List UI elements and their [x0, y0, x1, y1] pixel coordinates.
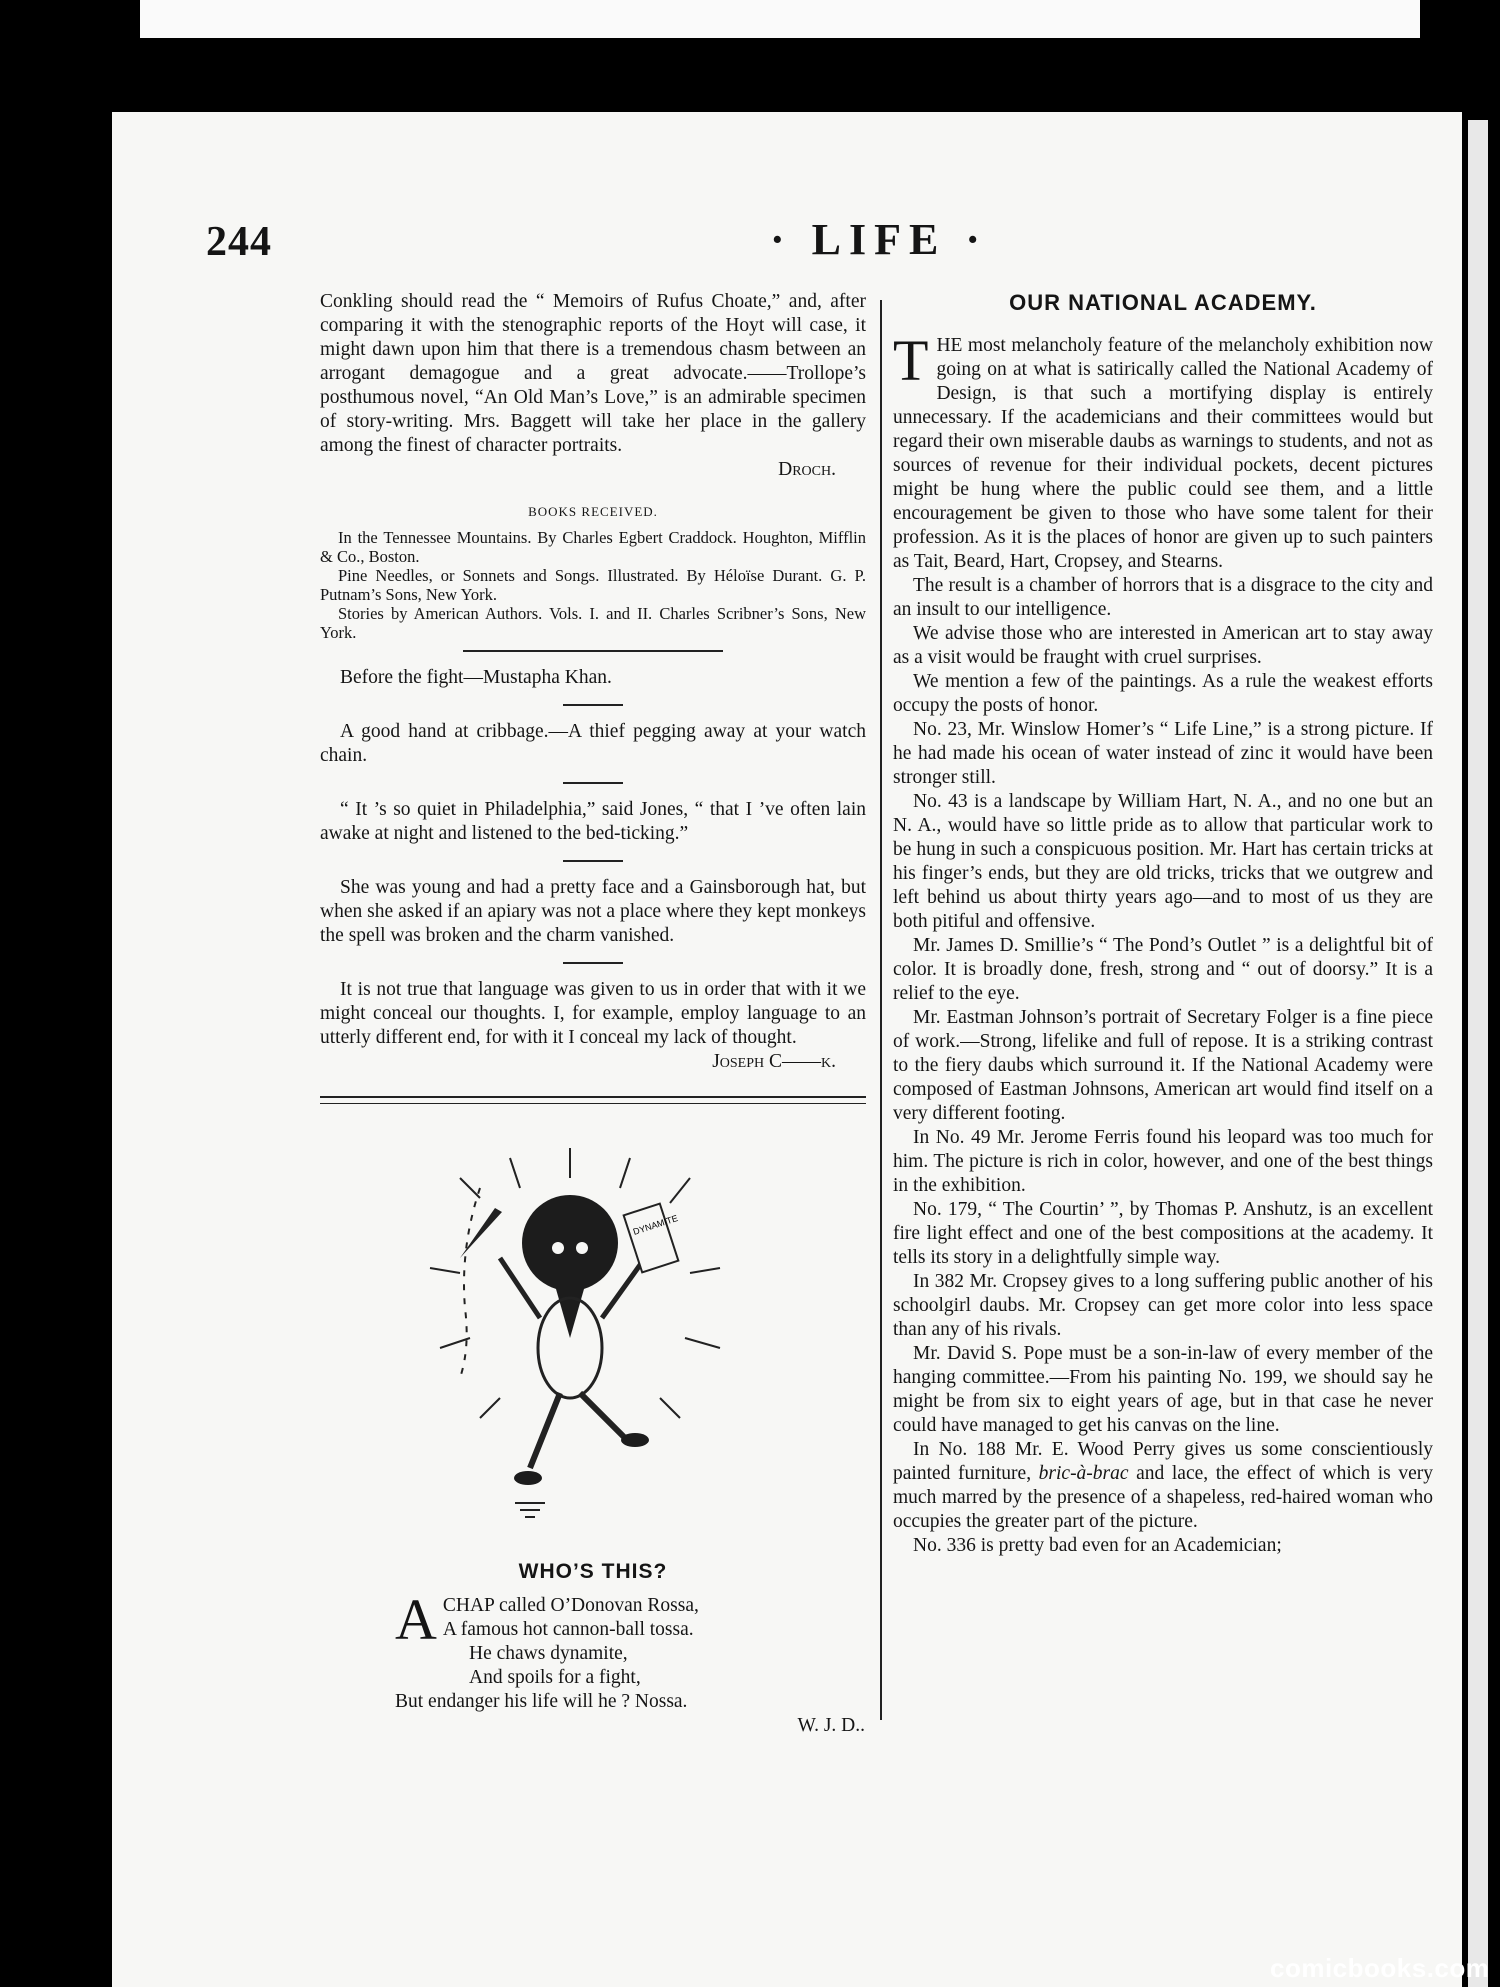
section-rule — [563, 962, 623, 964]
review-signature: Droch. — [778, 459, 836, 480]
left-column — [320, 290, 866, 1104]
joke-signature: Joseph C——k. — [712, 1051, 836, 1072]
perry-text-end: and lace, the effect of which is very much marred by the presence of a shapeless, red-haired woman who occupies the greater part of the picture. — [893, 1463, 1433, 1532]
article-paragraph — [893, 1438, 1433, 1534]
book-entry: In the Tennessee Mountains. By Charles Egbert Craddock. Houghton, Mifflin & Co., Boston. — [320, 528, 866, 566]
poem-line: He chaws dynamite, — [469, 1643, 628, 1664]
section-rule — [563, 704, 623, 706]
joke-paragraph: It is not true that language was given to us in order that with it we might conceal our thoughts. I, for example, employ language to an utterly different end, for with it I conceal my lack of thought. — [320, 979, 866, 1048]
joke-paragraph: She was young and had a pretty face and a Gainsborough hat, but when she asked if an apiary was not a place where they kept monkeys the spell was broken and the charm vanished. — [320, 877, 866, 946]
article-paragraph: No. 336 is pretty bad even for an Academician; — [913, 1535, 1282, 1556]
poem-line: And spoils for a fight, — [469, 1667, 641, 1688]
joke-paragraph: A good hand at cribbage.—A thief pegging away at your watch chain. — [320, 721, 866, 766]
book-entry: Pine Needles, or Sonnets and Songs. Illustrated. By Héloïse Durant. G. P. Putnam’s Sons, New York. — [320, 566, 866, 604]
poem-line: A famous hot cannon-ball tossa. — [442, 1619, 694, 1640]
poem-signature: W. J. D.. — [797, 1715, 865, 1736]
article-paragraph: Mr. David S. Pope must be a son-in-law of every member of the hanging committee.—From his painting No. 199, we should say he might be from six to eight years of age, but in that case he never could have managed to get his canvas on the line. — [893, 1343, 1433, 1436]
article-paragraph: No. 43 is a landscape by William Hart, N. A., and no one but an N. A., would have so little pride as to allow that particular work to be hung in such a conspicuous position. Mr. Hart has certain tricks at his finger’s ends, but they are old tricks, tricks that we outgrew and left behind us about thirty years ago—and to most of us they are both pitiful and offensive. — [893, 791, 1433, 932]
review-paragraph: Conkling should read the “ Memoirs of Rufus Choate,” and, after comparing it with the stenographic reports of the Hoyt will case, it might dawn upon him that there is a tremendous chasm between an arrogant demagogue and a great advocate.——Trollope’s posthumous novel, “An Old Man’s Love,” is an admirable specimen of story-writing. Mrs. Baggett will take her place in the gallery among the finest of character portraits. — [320, 291, 866, 456]
poem-title: WHO’S THIS? — [518, 1560, 668, 1583]
article-paragraph: No. 23, Mr. Winslow Homer’s “ Life Line,” is a strong picture. If he had made his ocean of water instead of zinc it would have been stronger still. — [893, 719, 1433, 788]
double-rule — [320, 1096, 866, 1104]
article-paragraph: Mr. James D. Smillie’s “ The Pond’s Outlet ” is a delightful bit of color. It is broadly done, fresh, strong and “ out of doorsy.” It is a relief to the eye. — [893, 935, 1433, 1004]
dynamite-label: DYNAMITE — [631, 1213, 680, 1237]
article-paragraph: In No. 49 Mr. Jerome Ferris found his leopard was too much for him. The picture is rich in color, however, and one of the best things in the exhibition. — [893, 1127, 1433, 1196]
perry-text: In No. 188 Mr. E. Wood Perry gives us some conscientiously painted furniture, — [893, 1439, 1433, 1484]
article-paragraph: The result is a chamber of horrors that is a disgrace to the city and an insult to our intelligence. — [893, 575, 1433, 620]
masthead-title: · LIFE · — [770, 215, 989, 264]
article-paragraph: No. 179, “ The Courtin’ ”, by Thomas P. Anshutz, is an excellent fire light effect and one of the best compositions at the academy. It tells its story in a delightfully simple way. — [893, 1199, 1433, 1268]
books-received-heading: BOOKS RECEIVED. — [528, 504, 658, 519]
article-paragraph: We mention a few of the paintings. As a rule the weakest efforts occupy the posts of honor. — [893, 671, 1433, 716]
cartoon-illustration — [420, 1148, 740, 1528]
article-paragraph — [893, 328, 1433, 574]
article-title: OUR NATIONAL ACADEMY. — [1009, 290, 1317, 315]
section-rule — [463, 650, 723, 652]
poem-line: CHAP called O’Donovan Rossa, — [442, 1595, 699, 1616]
section-rule — [563, 782, 623, 784]
perry-italic: bric-à-brac — [1038, 1463, 1129, 1484]
right-column — [893, 290, 1433, 1558]
article-paragraph: In 382 Mr. Cropsey gives to a long suffering public another of his schoolgirl daubs. Mr. Cropsey can get more color into less space than any of his rivals. — [893, 1271, 1433, 1340]
page-number: 244 — [206, 219, 272, 265]
article-paragraph: Mr. Eastman Johnson’s portrait of Secretary Folger is a fine piece of work.—Strong, lifelike and full of repose. It is a striking contrast to the fiery daubs which surround it. If the National Academy were composed of Eastman Johnsons, American art would find itself on a very different footing. — [893, 1007, 1433, 1124]
article-paragraph-text: HE most melancholy feature of the melancholy exhibition now going on at what is satirically called the National Academy of Design, is that such a mortifying display is entirely unnecessary. If the academicians and their committees would but regard their own miserable daubs as warnings to students, and not as sources of revenue for their individual pockets, decent pictures might be hung where the public could see them, and a little encouragement be given to those who have some talent for their profession. As it is the places of honor are given up to such painters as Tait, Beard, Hart, Cropsey, and Stearns. — [893, 335, 1433, 572]
joke-paragraph: Before the fight—Mustapha Khan. — [340, 667, 612, 688]
section-rule — [563, 860, 623, 862]
poem-drop-cap: A — [395, 1587, 437, 1652]
page-edge — [1468, 120, 1488, 1987]
poem — [395, 1587, 875, 1738]
previous-page-edge — [140, 0, 1420, 38]
article-paragraph: We advise those who are interested in American art to stay away as a visit would be fraught with cruel surprises. — [893, 623, 1433, 668]
joke-paragraph: “ It ’s so quiet in Philadelphia,” said Jones, “ that I ’ve often lain awake at night and listened to the bed-ticking.” — [320, 799, 866, 844]
book-entry: Stories by American Authors. Vols. I. and II. Charles Scribner’s Sons, New York. — [320, 604, 866, 642]
column-divider — [880, 300, 882, 1720]
watermark: comicbooks.com — [1270, 1953, 1490, 1983]
drop-cap: T — [893, 328, 929, 393]
poem-line: But endanger his life will he ? Nossa. — [395, 1691, 688, 1712]
